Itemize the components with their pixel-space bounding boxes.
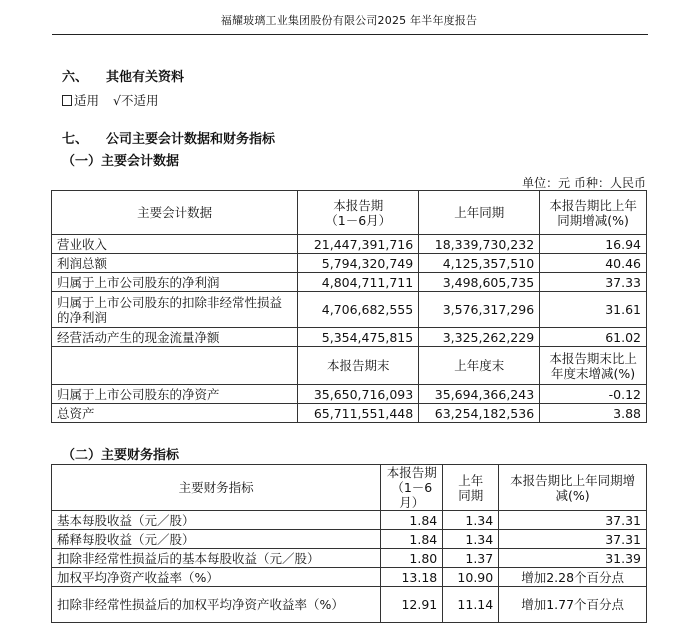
subheader-last: 上年度末 [419,347,540,385]
row-label: 扣除非经常性损益后的基本每股收益（元／股） [52,549,381,568]
table-row [52,568,647,587]
option-not-applicable: √不适用 [112,93,159,108]
row-current: 4,804,711,711 [298,273,419,292]
subheader-current: 本报告期末 [298,347,419,385]
row-change: 3.88 [540,404,647,423]
row-label: 基本每股收益（元／股） [52,511,381,530]
table-row [52,385,647,404]
row-last: 63,254,182,536 [419,404,540,423]
table-row [52,292,647,328]
section6-title: 其他有关资料 [106,70,185,85]
row-last: 4,125,357,510 [419,254,540,273]
row-current: 13.18 [381,568,443,587]
table-row [52,404,647,423]
accounting-data-table [51,190,647,423]
row-last: 11.14 [443,587,499,623]
row-label: 归属于上市公司股东的净资产 [52,385,298,404]
section6-heading [62,66,184,85]
row-current: 5,354,475,815 [298,328,419,347]
row-current: 5,794,320,749 [298,254,419,273]
table-row [52,530,647,549]
row-change: 增加2.28个百分点 [499,568,647,587]
report-header: 福耀玻璃工业集团股份有限公司2025 年半年度报告 [220,14,478,27]
row-label: 归属于上市公司股东的净利润 [52,273,298,292]
header-rule [52,34,648,35]
row-last: 18,339,730,232 [419,235,540,254]
row-current: 1.80 [381,549,443,568]
row-last: 3,325,262,229 [419,328,540,347]
row-current: 35,650,716,093 [298,385,419,404]
row-change: 16.94 [540,235,647,254]
header-change: 本报告期比上年同期增减(%) [540,191,647,235]
unit-currency-note: 单位：元 币种：人民币 [522,176,646,190]
row-change: 31.39 [499,549,647,568]
table-header-row [52,191,647,235]
row-label: 总资产 [52,404,298,423]
row-change: -0.12 [540,385,647,404]
header-current-period: 本报告期 （1－6月） [381,465,443,511]
row-label: 利润总额 [52,254,298,273]
row-label: 加权平均净资产收益率（%） [52,568,381,587]
row-current: 65,711,551,448 [298,404,419,423]
table-row [52,549,647,568]
table-row [52,328,647,347]
row-current: 1.84 [381,511,443,530]
section7-number: 七、 [62,132,89,147]
table-row [52,235,647,254]
row-change: 37.31 [499,530,647,549]
row-last: 10.90 [443,568,499,587]
subheader-empty [52,347,298,385]
table-header-row [52,465,647,511]
row-label: 扣除非经常性损益后的加权平均净资产收益率（%） [52,587,381,623]
table-row [52,587,647,623]
section7-heading [62,128,275,147]
section6-number: 六、 [62,70,89,85]
row-change: 37.31 [499,511,647,530]
row-current: 1.84 [381,530,443,549]
row-current: 12.91 [381,587,443,623]
row-current: 4,706,682,555 [298,292,419,328]
row-last: 3,498,605,735 [419,273,540,292]
header-change: 本报告期比上年同期增减(%) [499,465,647,511]
table-row [52,273,647,292]
row-current: 21,447,391,716 [298,235,419,254]
row-change: 31.61 [540,292,647,328]
subsection-financial-indicators: （二）主要财务指标 [62,448,180,463]
table-row [52,511,647,530]
financial-indicators-table [51,464,647,623]
subheader-change: 本报告期末比上年度末增减(%) [540,347,647,385]
table-row [52,254,647,273]
header-last-period: 上年 同期 [443,465,499,511]
section7-title: 公司主要会计数据和财务指标 [106,132,276,147]
row-label: 稀释每股收益（元／股） [52,530,381,549]
option-applicable: 适用 [74,93,100,108]
row-change: 增加1.77个百分点 [499,587,647,623]
header-current-period: 本报告期 （1－6月） [298,191,419,235]
table-subheader-row [52,347,647,385]
section6-options [62,91,158,109]
header-last-period: 上年同期 [419,191,540,235]
checkbox-icon [62,95,72,106]
row-last: 1.34 [443,530,499,549]
row-last: 1.34 [443,511,499,530]
row-change: 40.46 [540,254,647,273]
subsection-accounting-data: （一）主要会计数据 [62,154,180,169]
row-last: 1.37 [443,549,499,568]
row-label: 归属于上市公司股东的扣除非经常性损益的净利润 [52,292,298,328]
row-change: 61.02 [540,328,647,347]
header-item: 主要会计数据 [52,191,298,235]
header-item: 主要财务指标 [52,465,381,511]
row-last: 3,576,317,296 [419,292,540,328]
row-change: 37.33 [540,273,647,292]
row-label: 经营活动产生的现金流量净额 [52,328,298,347]
row-last: 35,694,366,243 [419,385,540,404]
row-label: 营业收入 [52,235,298,254]
